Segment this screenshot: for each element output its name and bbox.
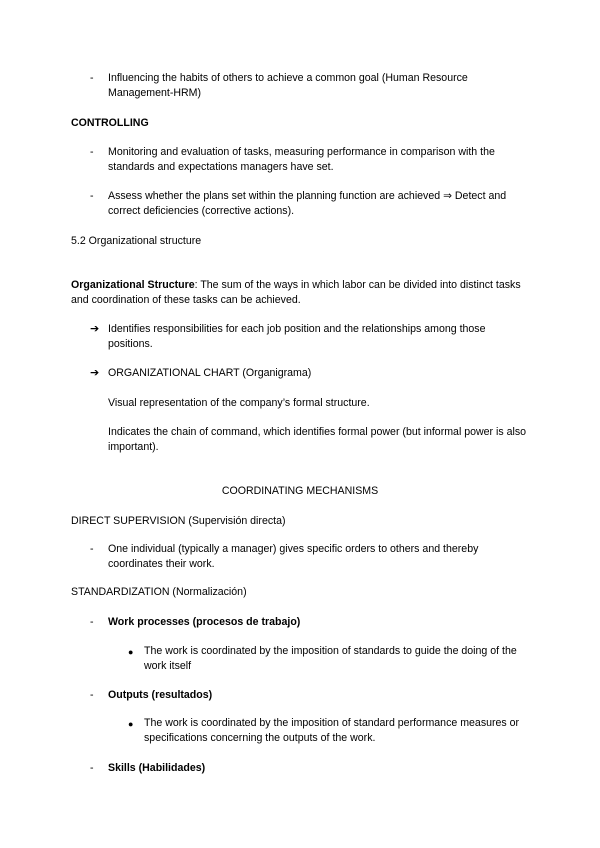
controlling-item-monitoring: Monitoring and evaluation of tasks, measuring performance in comparison with the standards and expectations managers have set.: [108, 146, 495, 173]
standardization-heading: STANDARDIZATION (Normalización): [71, 586, 247, 598]
chain-of-command-text: Indicates the chain of command, which identifies formal power (but informal power is also important).: [108, 426, 527, 453]
dash-bullet: -: [90, 190, 94, 202]
dash-bullet: -: [90, 616, 94, 628]
hrm-item: Influencing the habits of others to achieve a common goal (Human Resource Management-HRM): [108, 72, 468, 99]
arrow-bullet-icon: ➔: [90, 367, 100, 379]
dot-bullet-icon: ●: [128, 647, 134, 657]
outputs-item: The work is coordinated by the imposition of standard performance measures or specifications concerning the outputs of the work.: [144, 717, 520, 744]
dash-bullet: -: [90, 543, 94, 555]
controlling-item-assess: Assess whether the plans set within the planning function are achieved ⇒ Detect and correct deficiencies (corrective actions).: [108, 190, 507, 217]
work-processes-heading: Work processes (procesos de trabajo): [108, 616, 301, 628]
dot-bullet-icon: ●: [128, 719, 134, 729]
arrow-item-responsibilities: Identifies responsibilities for each job position and the relationships among those positions.: [108, 323, 486, 350]
outputs-heading: Outputs (resultados): [108, 689, 213, 701]
arrow-bullet-icon: ➔: [90, 323, 100, 335]
direct-supervision-heading: DIRECT SUPERVISION (Supervisión directa): [71, 515, 286, 527]
skills-heading: Skills (Habilidades): [108, 762, 206, 774]
coordinating-mechanisms-heading: COORDINATING MECHANISMS: [221, 485, 379, 497]
arrow-item-org-chart: ORGANIZATIONAL CHART (Organigrama): [108, 367, 312, 379]
dash-bullet: -: [90, 762, 94, 774]
dash-bullet: -: [90, 72, 94, 84]
org-structure-definition: Organizational Structure: The sum of the ways in which labor can be divided into distinct tasks and coordination of these tasks can be achieved.: [71, 279, 521, 306]
work-processes-item: The work is coordinated by the imposition of standards to guide the doing of the work itself: [144, 645, 517, 672]
controlling-heading: CONTROLLING: [71, 117, 149, 129]
dash-bullet: -: [90, 689, 94, 701]
visual-representation-text: Visual representation of the company’s formal structure.: [108, 397, 370, 409]
dash-bullet: -: [90, 146, 94, 158]
direct-supervision-item: One individual (typically a manager) gives specific orders to others and thereby coordinates their work.: [108, 543, 479, 570]
section-title-52: 5.2 Organizational structure: [71, 235, 202, 247]
